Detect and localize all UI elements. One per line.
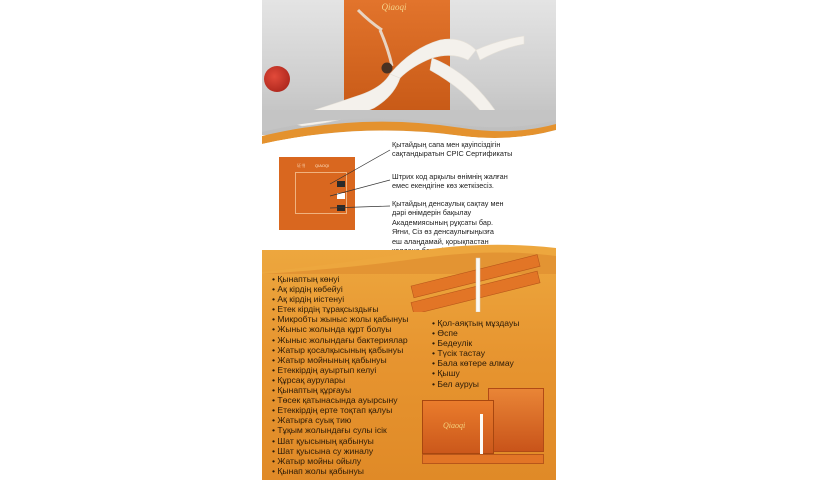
list-item: • Қынап жолы қабынуы: [272, 466, 408, 476]
list-item: • Қышу: [432, 368, 519, 378]
caption-barcode: Штрих код арқылы өнімнің жалған емес екендігіне көз жеткізесіз.: [392, 172, 508, 191]
list-item: • Етеккірдің ерте тоқтап қалуы: [272, 405, 408, 415]
list-item: • Бел ауруы: [432, 379, 519, 389]
list-item: • Шат қуысының қабынуы: [272, 436, 408, 446]
list-item: • Етеккірдің ауыртып келуі: [272, 365, 408, 375]
list-item: • Қынаптың көнуі: [272, 274, 408, 284]
list-item: • Өспе: [432, 328, 519, 338]
certificate-label: QIAOQI: [315, 163, 330, 168]
list-item: • Құрсақ аурулары: [272, 375, 408, 385]
list-item: • Бедеулік: [432, 338, 519, 348]
list-item: • Жыныс жолында құрт болуы: [272, 324, 408, 334]
certificate-title: 证书: [297, 163, 306, 168]
list-item: • Жыныс жолындағы бактериялар: [272, 335, 408, 345]
product-sticks: [402, 252, 552, 312]
caption-health-approval: Қытайдың денсаулық сақтау мен дәрі өнімдерін бақылау Академиясының рұқсаты бар. Яғни, Сіз өз денсаулығыңызға еш алаңдамай, қорықпастан: [392, 199, 504, 246]
list-item: • Микробты жыныс жолы қабынуы: [272, 314, 408, 324]
gift-box: [422, 400, 494, 454]
symptom-list-right: [432, 318, 519, 389]
list-item: • Жатырға суық тию: [272, 415, 408, 425]
bag-logo: Qiaoqi: [381, 2, 407, 12]
list-item: • Ақ кірдің көбейуі: [272, 284, 408, 294]
poster: [262, 0, 556, 480]
list-item: • Қынаптың құрғауы: [272, 385, 408, 395]
list-item: • Етек кірдің тұрақсыздығы: [272, 304, 408, 314]
list-item: • Жатыр қосалқысының қабынуы: [272, 345, 408, 355]
list-item: • Тұқым жолындағы сулы ісік: [272, 425, 408, 435]
product-tube: [422, 454, 544, 464]
list-item: • Ақ кірдің иістенуі: [272, 294, 408, 304]
symptom-list-left: [272, 274, 408, 476]
box-logo: Qiaoqi: [443, 421, 466, 430]
list-item: • Түсік тастау: [432, 348, 519, 358]
list-item: • Қол-аяқтың мұздауы: [432, 318, 519, 328]
caption-certificate: Қытайдың сапа мен қауіпсіздігін сақтандыратын CPIC Сертификаты: [392, 140, 513, 159]
gift-bag-small: [488, 388, 544, 452]
list-item: • Төсек қатынасында ауырсыну: [272, 395, 408, 405]
list-item: • Жатыр мойны ойылу: [272, 456, 408, 466]
list-item: • Жатыр мойнының қабынуы: [272, 355, 408, 365]
list-item: • Шат қуысына су жиналу: [272, 446, 408, 456]
product-box: [422, 388, 544, 468]
list-item: • Бала көтере алмау: [432, 358, 519, 368]
